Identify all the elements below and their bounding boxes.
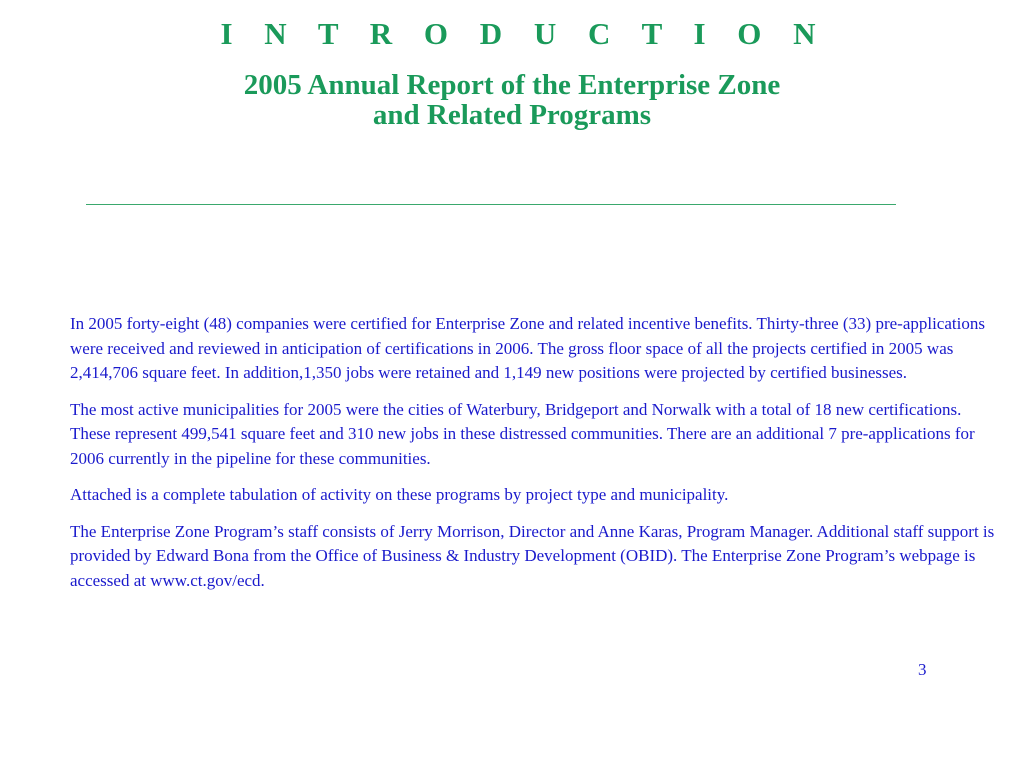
report-title-line-1: 2005 Annual Report of the Enterprise Zone [243, 69, 781, 101]
paragraph-municipalities: The most active municipalities for 2005 were the cities of Waterbury, Bridgeport and Norwalk with a total of 18 new certifications. These represent 499,541 square feet and 310 new jobs in these distressed communities. There are an additional 7 pre-applications for 2006 currently in the pipeline for these communities. [70, 399, 975, 468]
page-number: 3 [918, 660, 927, 679]
report-title [0, 70, 1024, 130]
paragraph-certifications: In 2005 forty-eight (48) companies were certified for Enterprise Zone and related incentive benefits. Thirty-three (33) pre-applications were received and reviewed in anticipation of certifications in 2006. The gross floor space of all the projects certified in 2005 was 2,414,706 square feet. In addition,1,350 jobs were retained and 1,149 new positions were projected by certified businesses. [70, 314, 985, 382]
section-heading: I N T R O D U C T I O N [220, 16, 828, 51]
paragraph-tabulation: Attached is a complete tabulation of activity on these programs by project type and municipality. [70, 485, 729, 504]
paragraph-staff: The Enterprise Zone Program’s staff consists of Jerry Morrison, Director and Anne Karas, Program Manager. Additional staff support is provided by Edward Bona from the Office of Business & Industry Development (OBID). The Enterprise Zone Program’s webpage is accessed at www.ct.gov/ecd. [70, 521, 995, 590]
page-header [0, 14, 1024, 130]
header-divider [86, 204, 896, 205]
body-text [70, 312, 1000, 605]
report-title-line-2: and Related Programs [372, 99, 652, 131]
